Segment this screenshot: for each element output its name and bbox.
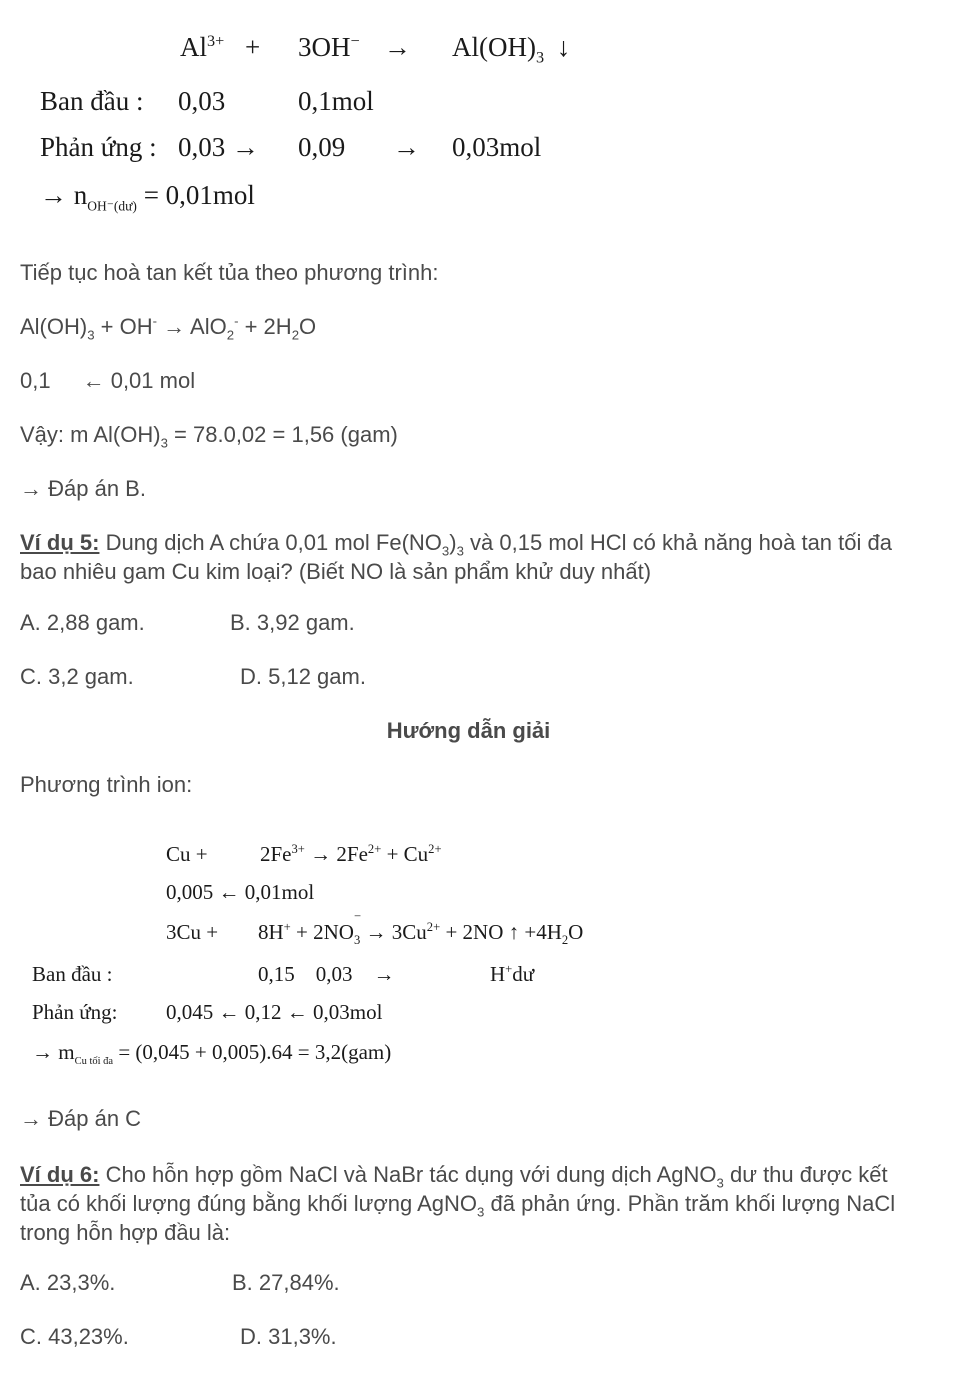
eq1-start-value-2: 0,1mol bbox=[298, 86, 374, 116]
eq1-arrow: → bbox=[384, 32, 411, 62]
answer-b: → Đáp án B. bbox=[20, 476, 146, 501]
eq1-react-arrow-2: → bbox=[393, 132, 420, 162]
example-5-option-a: A. 2,88 gam. bbox=[20, 610, 145, 635]
eq2-start-label: Ban đầu : bbox=[32, 962, 113, 986]
eq1-react-value-1: 0,03 → bbox=[178, 132, 259, 162]
eq1-react-value-2: 0,09 bbox=[298, 132, 346, 162]
eq1-reactant-al: $Al^{3+}$ + bbox=[180, 32, 261, 62]
equation-dissolve: $Al(OH)_3 + OH^- \to AlO_2^- + 2H_2O$ bbox=[20, 313, 317, 343]
example-6-question: Ví dụ 6: Cho hỗn hợp gồm NaCl và NaBr tác dụng với dung dịch AgNO$_3$ dư thu được kết tủa có khối lượng đúng bằng khối lượng AgNO$_3$ đã phản ứng. Phần trăm khối lượng NaCl trong hỗn hợp đầu là: bbox=[20, 1162, 896, 1245]
eq2-final-line: → $m_{Cu tối đa} = (0,045 + 0,005).64 = 3,2(gam)$ bbox=[32, 1040, 392, 1068]
eq1-start-label: Ban đầu : bbox=[40, 86, 144, 116]
eq1-product: $Al(OH)_3$ ↓ bbox=[452, 32, 571, 67]
text-continue: Tiếp tục hoà tan kết tủa theo phương trình: bbox=[20, 260, 439, 285]
example-6-option-a: A. 23,3%. bbox=[20, 1270, 116, 1295]
answer-c: → Đáp án C bbox=[20, 1106, 142, 1131]
eq2-row1-rest: $2Fe^{3+} \to 2Fe^{2+} + Cu^{2+}$ bbox=[260, 842, 442, 866]
example-6-label: Ví dụ 6: bbox=[20, 1162, 100, 1187]
eq1-reactant-oh: 3OH− bbox=[298, 32, 360, 62]
example-6-option-c: C. 43,23%. bbox=[20, 1324, 129, 1349]
mol-line: 0,1 ← 0,01 mol bbox=[20, 368, 196, 393]
example-5-option-d: D. 5,12 gam. bbox=[240, 664, 366, 689]
eq2-react-values: 0,045 ← 0,12 ← 0,03mol bbox=[166, 1000, 383, 1024]
ion-equation-label: Phương trình ion: bbox=[20, 772, 193, 797]
example-5-question: Ví dụ 5: Dung dịch A chứa 0,01 mol $Fe(NO_3)_3$ và 0,15 mol HCl có khả năng hoà tan tối đa bao nhiêu gam Cu kim loại? (Biết NO là sản phẩm khử duy nhất) bbox=[20, 530, 892, 584]
eq1-react-value-3: 0,03mol bbox=[452, 132, 542, 162]
eq2-react-label: Phản ứng: bbox=[32, 1000, 118, 1024]
eq2-row3-rest: 8H+ + 2NO − $_3 \to 3Cu^{2+} + 2NO$ ↑ $+4H_2O$ bbox=[258, 909, 584, 948]
example-5-option-b: B. 3,92 gam. bbox=[230, 610, 355, 635]
example-5-option-c: C. 3,2 gam. bbox=[20, 664, 134, 689]
example-6-option-d: D. 31,3%. bbox=[240, 1324, 337, 1349]
eq1-react-label: Phản ứng : bbox=[40, 132, 157, 162]
result-line: Vậy: m $Al(OH)_3 = 78.0,02 = 1,56$ (gam) bbox=[20, 422, 398, 451]
eq2-row1-cu: Cu + bbox=[166, 842, 208, 866]
eq2-row3-cu: 3Cu + bbox=[166, 920, 219, 944]
eq2-row2: 0,005 ← 0,01mol bbox=[166, 880, 315, 904]
example-5-label: Ví dụ 5: bbox=[20, 530, 100, 555]
eq2-start-h-excess: H+dư bbox=[490, 962, 535, 986]
eq2-start-values: 0,15 0,03 → bbox=[258, 962, 395, 986]
eq1-start-value-1: 0,03 bbox=[178, 86, 226, 116]
example-6-option-b: B. 27,84%. bbox=[232, 1270, 340, 1295]
eq1-excess-line: → $n_{OH^-(dư)} = 0,01mol$ bbox=[40, 180, 255, 214]
guide-heading: Hướng dẫn giải bbox=[386, 718, 551, 743]
